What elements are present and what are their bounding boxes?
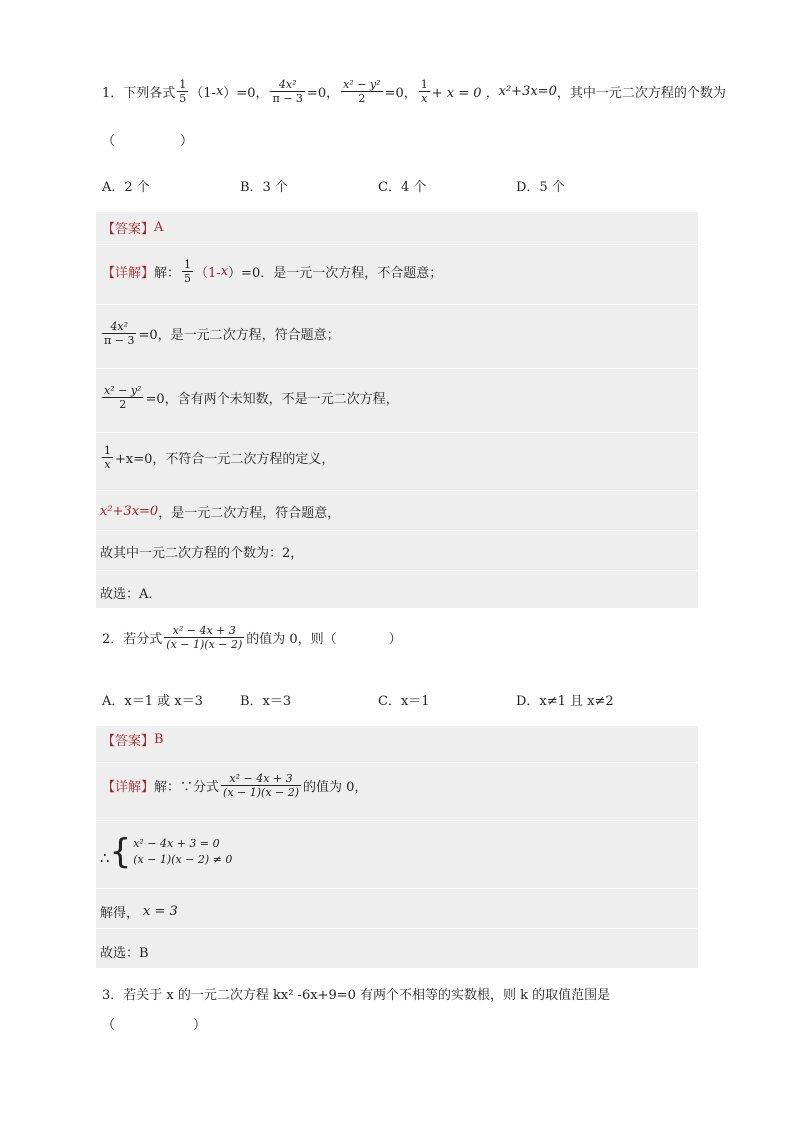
q2-number: 2．若分式 <box>102 632 163 647</box>
q1-detail-6: 故其中一元二次方程的个数为：2， <box>100 546 304 561</box>
q1-fraction-1: $\frac{1}{5}$ <box>179 78 187 105</box>
q1-detail-7: 故选：A． <box>100 587 162 602</box>
q2-detail-4: 故选：B <box>100 946 149 961</box>
answer-tag: 【答案】 <box>102 734 155 749</box>
q1-stem: 1．下列各式 $\frac{1}{5}$ （1- x ）=0， $\frac{\text{4x²}}{\pi - 3}$ =0， $\frac{\text{x² − y²}}{2}$ =0， $\frac{1}{x}$ + x = 0 ， x²+3x=0 ，其中一元二次方程的个数为 <box>102 78 726 105</box>
q1-detail-2: $\frac{\text{4x²}}{\pi - 3}$ =0，是一元二次方程，符合题意； <box>104 320 340 347</box>
q2-fraction: $\frac{\text{x² − 4x + 3}}{(x - 1)(x - 2)}$ <box>166 624 243 651</box>
detail-tag: 【详解】 <box>102 266 155 281</box>
q1-detail-3: $\frac{\text{x² − y²}}{2}$ =0，含有两个未知数，不是一元二次方程， <box>104 384 399 411</box>
q2-detail-2 <box>100 832 233 872</box>
q2-option-d: D．x≠1 且 x≠2 <box>516 694 614 709</box>
q1-answer <box>102 218 163 237</box>
q1-fraction-3: $\frac{\text{x² − y²}}{2}$ <box>343 78 381 105</box>
q1-detail-1: 【详解】 解： $\frac{1}{5}$ （1- x ）=0．是一元一次方程，不合题意； <box>102 258 443 285</box>
q3-stem: 3．若关于 x 的一元二次方程 kx² -6x+9=0 有两个不相等的实数根，则 k 的取值范围是 <box>102 988 611 1003</box>
q2-answer <box>102 730 164 749</box>
q1-detail-4: $\frac{1}{x}$ +x=0，不符合一元二次方程的定义， <box>104 444 335 471</box>
q2-detail-1: 【详解】 解：∵分式 $\frac{\text{x² − 4x + 3}}{(x - 1)(x - 2)}$ 的值为 0， <box>102 772 368 799</box>
q1-fraction-4: $\frac{1}{x}$ <box>420 78 428 105</box>
therefore-symbol: ∴ <box>100 849 110 867</box>
q1-option-a: A．2 个 <box>102 180 150 195</box>
q1-option-d: D．5 个 <box>516 180 565 195</box>
q2-stem: 2．若分式 $\frac{\text{x² − 4x + 3}}{(x - 1)(x - 2)}$ 的值为 0，则（ ） <box>102 624 402 651</box>
q1-number: 1．下列各式 <box>102 86 176 101</box>
equation-system: { x² − 4x + 3 = 0 (x − 1)(x − 2) ≠ 0 <box>109 832 233 872</box>
brace-icon: { <box>109 832 132 872</box>
answer-value: A <box>154 220 164 235</box>
q2-option-b: B．x＝3 <box>240 694 292 709</box>
q1-paren: （ ） <box>102 134 194 149</box>
answer-value: B <box>154 732 164 747</box>
q2-detail-3: 解得， x = 3 <box>100 904 178 921</box>
q2-option-c: C．x＝1 <box>378 694 430 709</box>
q2-option-a: A．x＝1 或 x＝3 <box>102 694 203 709</box>
q1-option-c: C．4 个 <box>378 180 427 195</box>
q3-paren: （ ） <box>102 1018 207 1033</box>
q1-fraction-2: $\frac{\text{4x²}}{\pi - 3}$ <box>272 78 303 105</box>
q1-detail-5: x²+3x=0 ，是一元二次方程，符合题意， <box>100 504 341 521</box>
answer-tag: 【答案】 <box>102 222 155 237</box>
detail-tag: 【详解】 <box>102 780 155 795</box>
q1-option-b: B．3 个 <box>240 180 288 195</box>
